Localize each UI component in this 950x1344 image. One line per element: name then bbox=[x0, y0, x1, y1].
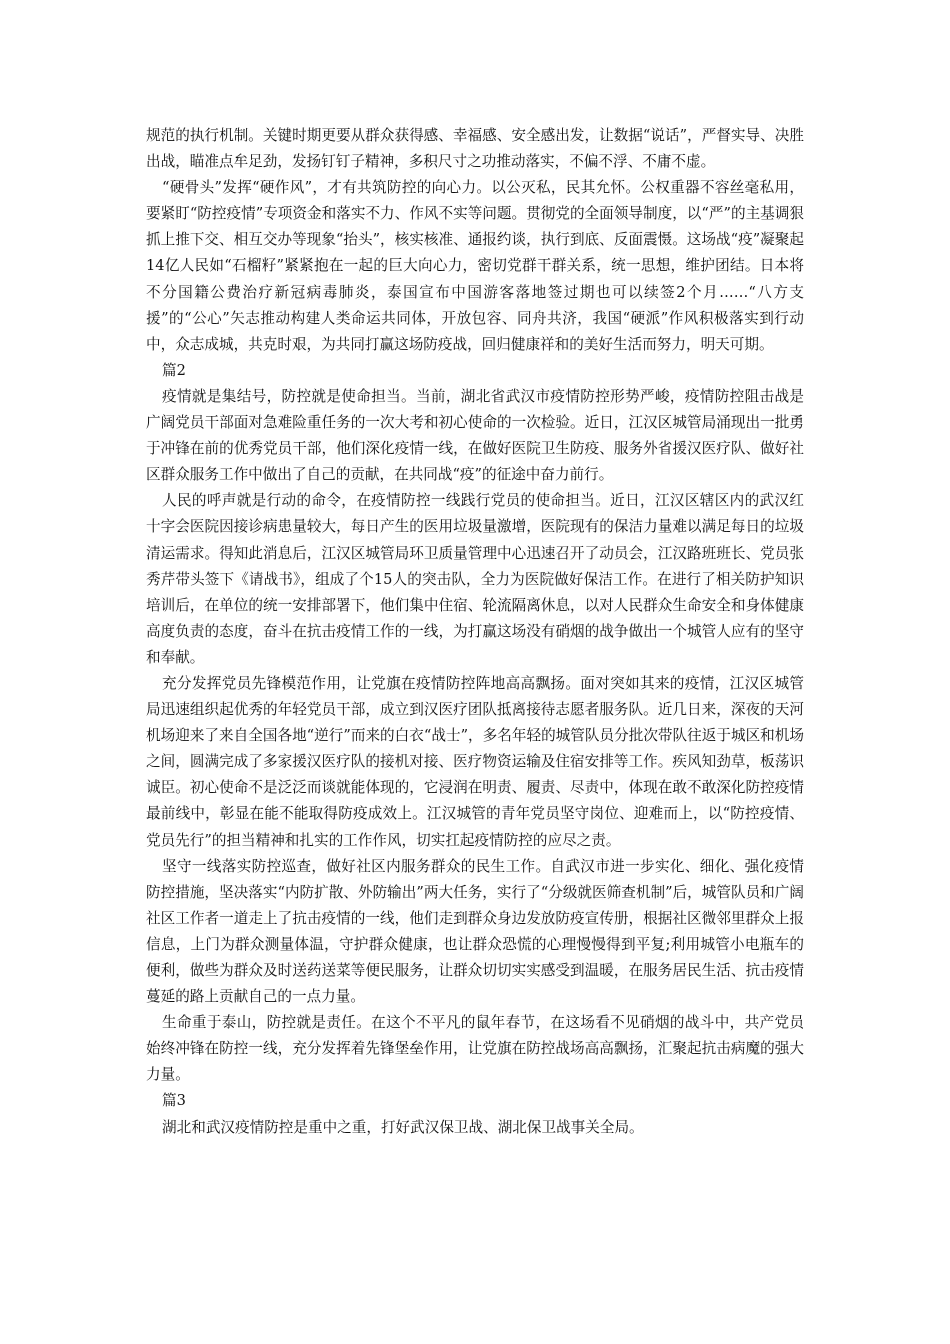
paragraph: 坚守一线落实防控巡查，做好社区内服务群众的民生工作。自武汉市进一步实化、细化、强化疫情防控措施，坚决落实“内防扩散、外防输出”两大任务，实行了“分级就医筛查机制”后，城管队员和广阔社区工作者一道走上了抗击疫情的一线，他们走到群众身边发放防疫宣传册，根据社区微邻里群众上报信息，上门为群众测量体温，守护群众健康，也让群众恐慌的心理慢慢得到平复;利用城管小电瓶车的便利，做些为群众及时送药送菜等便民服务，让群众切切实实感受到温暖，在服务居民生活、抗击疫情蔓延的路上贡献自己的一点力量。 bbox=[146, 857, 804, 1006]
section-heading: 篇2 bbox=[162, 361, 186, 379]
paragraph: 生命重于泰山，防控就是责任。在这个不平凡的鼠年春节，在这场看不见硝烟的战斗中，共产党员始终冲锋在防控一线，充分发挥着先锋堡垒作用，让党旗在防控战场高高飘扬，汇聚起抗击病魔的强大力量。 bbox=[146, 1014, 804, 1084]
paragraph: 充分发挥党员先锋模范作用，让党旗在疫情防控阵地高高飘扬。面对突如其来的疫情，江汉区城管局迅速组织起优秀的年轻党员干部，成立到汉医疗团队抵离接待志愿者服务队。近几日来，深夜的天河机场迎来了来自全国各地“逆行”而来的白衣“战士”，多名年轻的城管队员分批次带队往返于城区和机场之间，圆满完成了多家援汉医疗队的接机对接、医疗物资运输及住宿安排等工作。疾风知劲草，板荡识诚臣。初心使命不是泛泛而谈就能体现的，它浸润在明责、履责、尽责中，体现在敢不敢深化防控疫情最前线中，彰显在能不能取得防疫成效上。江汉城管的青年党员坚守岗位、迎难而上，以“防控疫情、党员先行”的担当精神和扎实的工作作风，切实扛起疫情防控的应尽之责。 bbox=[146, 674, 804, 849]
paragraph: “硬骨头”发挥“硬作风”，才有共筑防控的向心力。以公灭私，民其允怀。公权重器不容丝毫私用，要紧盯“防控疫情”专项资金和落实不力、作风不实等问题。贯彻党的全面领导制度，以“严”的主基调狠抓上推下交、相互交办等现象“抬头”，核实核准、通报约谈，执行到底、反面震慑。这场战“疫”凝聚起14亿人民如“石榴籽”紧紧抱在一起的巨大向心力，密切党群干群关系，统一思想，维护团结。日本将不分国籍公费治疗新冠病毒肺炎，泰国宣布中国游客落地签过期也可以续签2个月……“八方支援”的“公心”矢志推动构建人类命运共同体，开放包容、同舟共济，我国“硬派”作风积极落实到行动中，众志成城，共克时艰，为共同打赢这场防疫战，回归健康祥和的美好生活而努力，明天可期。 bbox=[146, 179, 804, 353]
paragraph: 规范的执行机制。关键时期更要从群众获得感、幸福感、安全感出发，让数据“说话”，严督实导、决胜出战，瞄准点牟足劲，发扬钉钉子精神，多积尺寸之功推动落实，不偏不浮、不庸不虚。 bbox=[146, 127, 804, 171]
paragraph: 疫情就是集结号，防控就是使命担当。当前，湖北省武汉市疫情防控形势严峻，疫情防控阻击战是广阔党员干部面对急难险重任务的一次大考和初心使命的一次检验。近日，江汉区城管局涌现出一批勇于冲锋在前的优秀党员干部，他们深化疫情一线，在做好医院卫生防疫、服务外省援汉医疗队、做好社区群众服务工作中做出了自己的贡献，在共同战“疫”的征途中奋力前行。 bbox=[146, 387, 804, 484]
document-body bbox=[146, 123, 804, 1141]
section-heading: 篇3 bbox=[162, 1092, 186, 1110]
paragraph: 人民的呼声就是行动的命令，在疫情防控一线践行党员的使命担当。近日，江汉区辖区内的武汉红十字会医院因接诊病患量较大，每日产生的医用垃圾量激增，医院现有的保洁力量难以满足每日的垃圾清运需求。得知此消息后，江汉区城管局环卫质量管理中心迅速召开了动员会，江汉路班班长、党员张秀芹带头签下《请战书》，组成了个15人的突击队，全力为医院做好保洁工作。在进行了相关防护知识培训后，在单位的统一安排部署下，他们集中住宿、轮流隔离休息，以对人民群众生命安全和身体健康高度负责的态度，奋斗在抗击疫情工作的一线，为打赢这场没有硝烟的战争做出一个城管人应有的坚守和奉献。 bbox=[146, 492, 804, 666]
paragraph: 湖北和武汉疫情防控是重中之重，打好武汉保卫战、湖北保卫战事关全局。 bbox=[162, 1118, 644, 1136]
